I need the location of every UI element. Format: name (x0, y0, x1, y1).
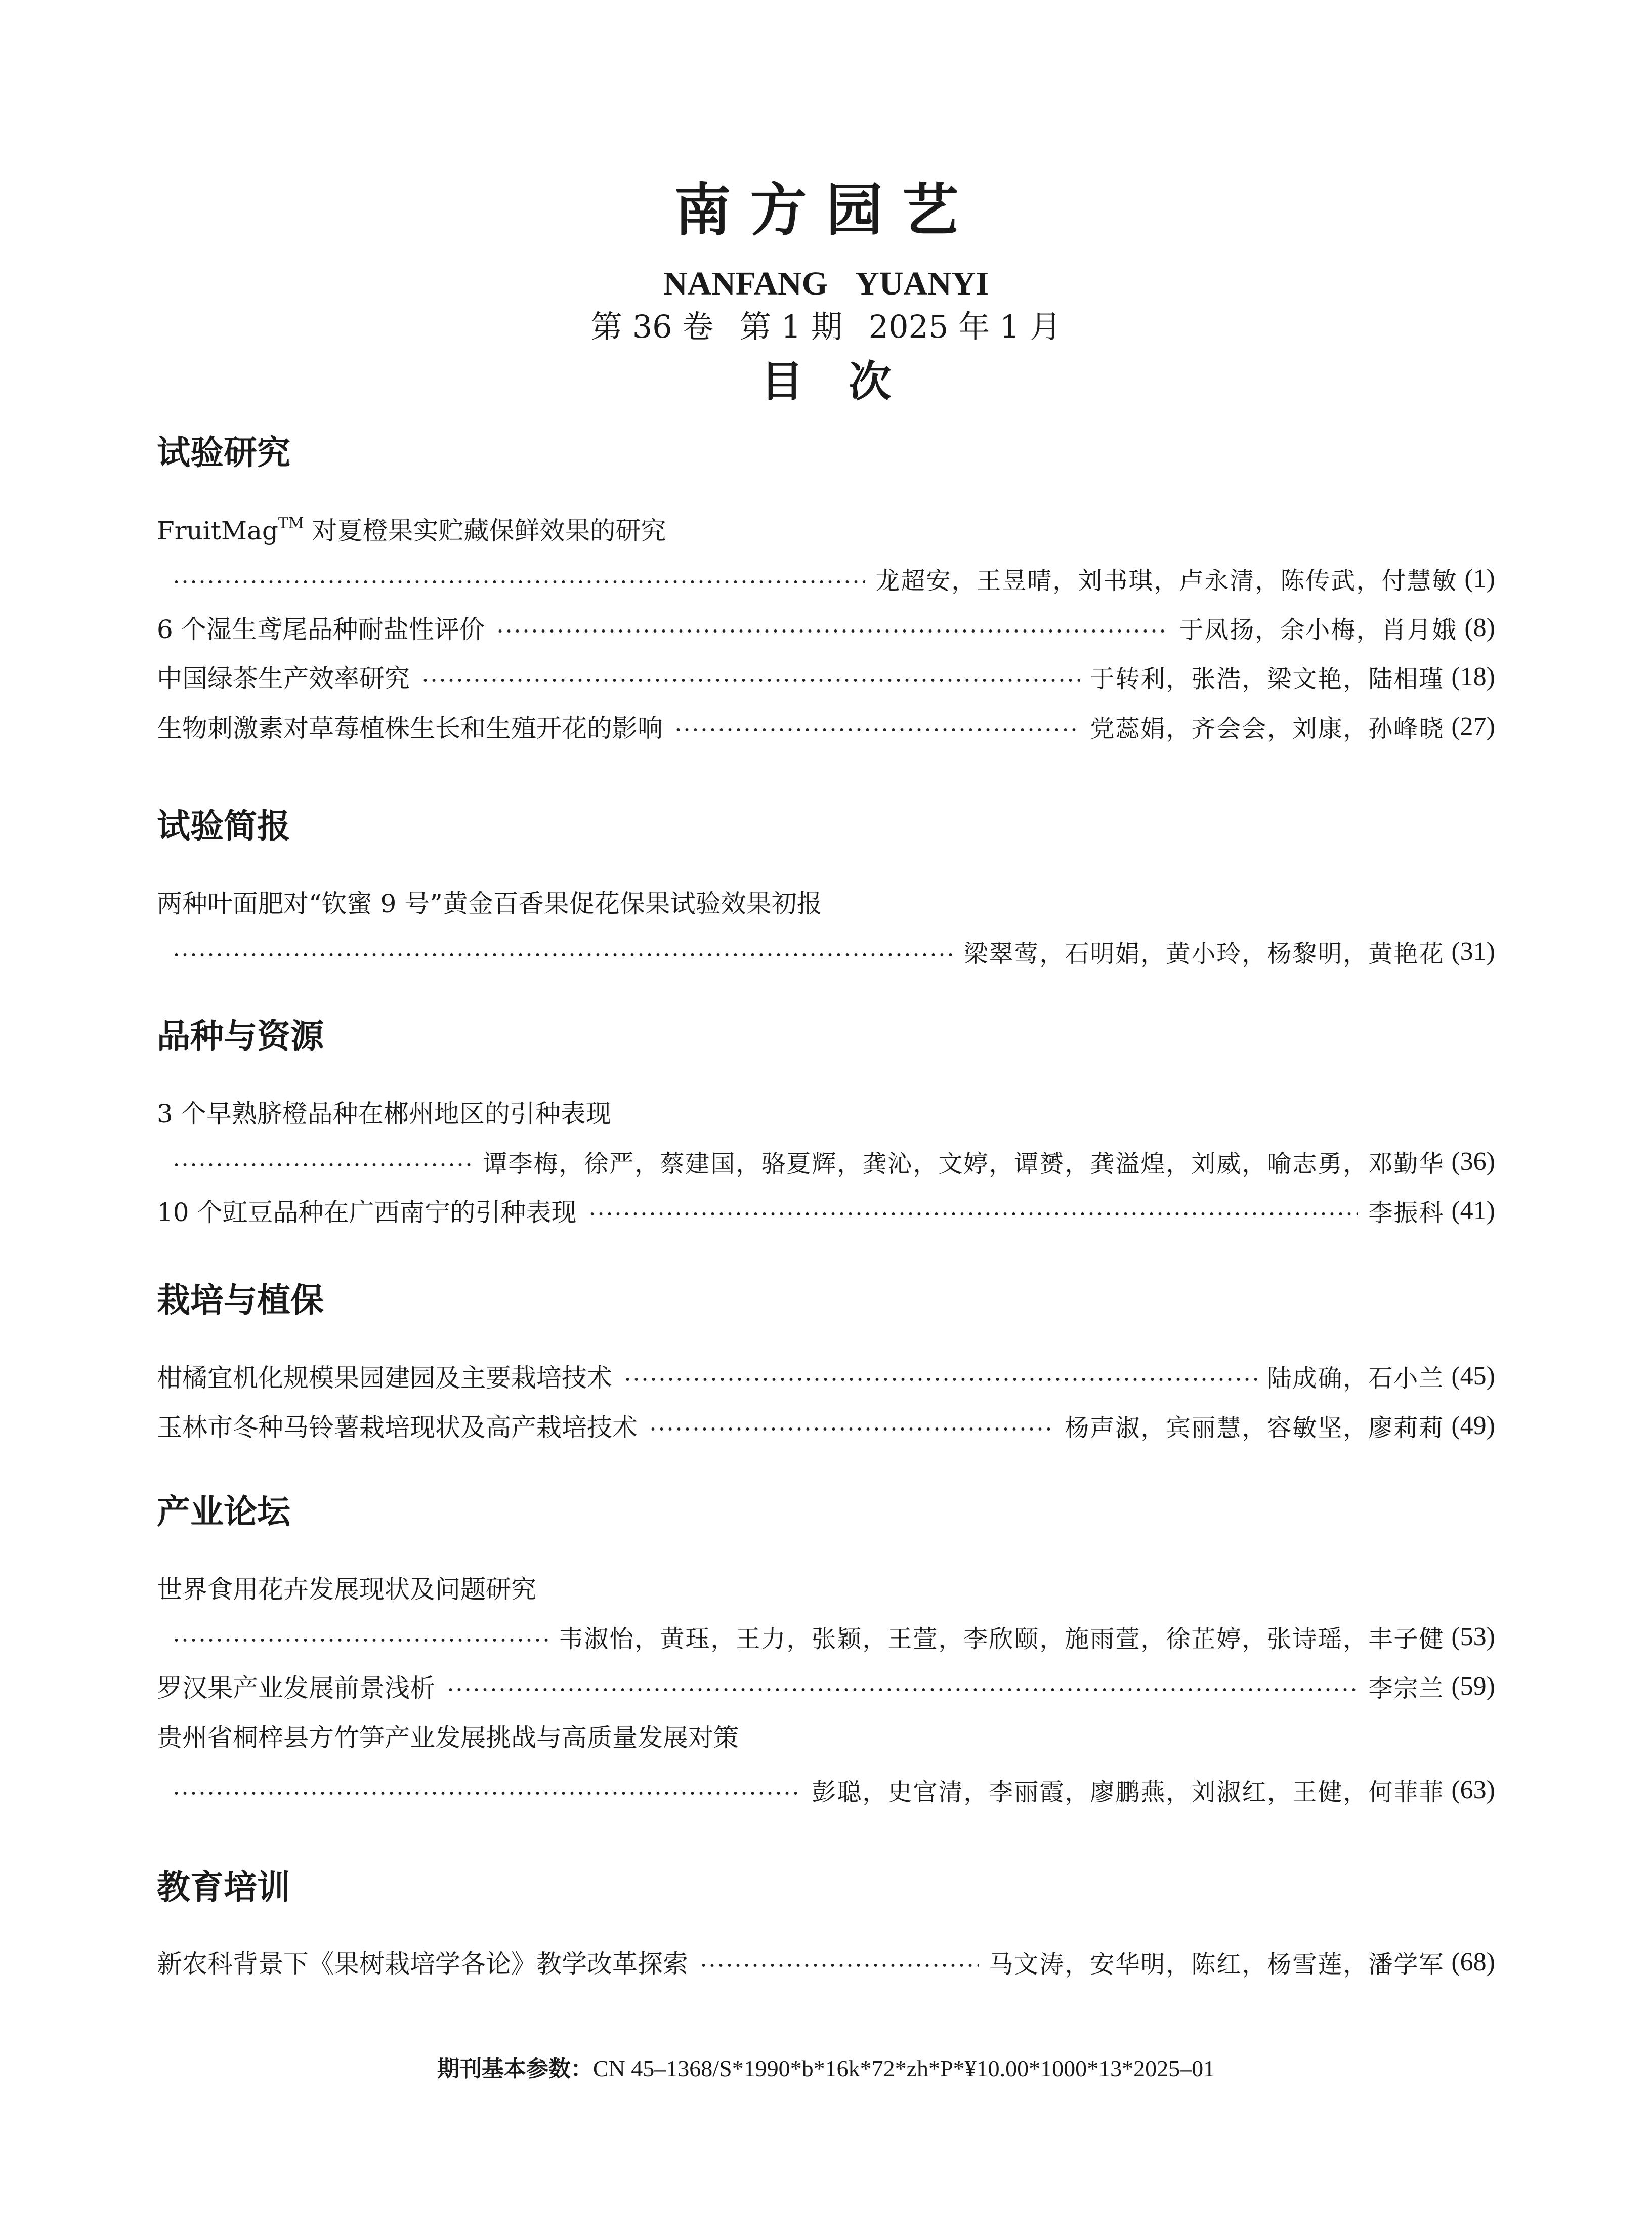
issue-date: 2025 年 1 月 (868, 308, 1061, 345)
article-title: 中国绿茶生产效率研究 (157, 664, 410, 693)
toc-entry-authors[interactable] (157, 1618, 1495, 1655)
article-page: (1) (1464, 564, 1495, 593)
article-authors: 党蕊娟，齐会会，刘康，孙峰晓 (1090, 714, 1445, 743)
article-page: (41) (1451, 1196, 1495, 1225)
article-authors: 韦淑怡，黄珏，王力，张颖，王萱，李欣颐，施雨萱，徐芷婷，张诗瑶，丰子健 (559, 1624, 1445, 1653)
issue-info (0, 308, 1652, 345)
article-page: (53) (1451, 1622, 1495, 1651)
toc-entry[interactable] (157, 1667, 1495, 1705)
section-heading: 品种与资源 (157, 1017, 324, 1056)
article-page: (8) (1464, 613, 1495, 642)
article-authors: 于凤扬，余小梅，肖月娥 (1179, 615, 1458, 644)
article-title: 3 个早熟脐橙品种在郴州地区的引种表现 (157, 1099, 611, 1128)
dot-leader (649, 1427, 1054, 1431)
article-authors: 彭聪，史官清，李丽霞，廖鹏燕，刘淑红，王健，何菲菲 (812, 1778, 1445, 1807)
toc-entry-title[interactable] (157, 883, 1495, 920)
dot-leader (674, 728, 1080, 732)
article-page: (68) (1451, 1947, 1495, 1977)
toc-entry-title[interactable] (157, 1093, 1495, 1130)
article-title: 柑橘宜机化规模果园建园及主要栽培技术 (157, 1363, 612, 1393)
section-heading: 栽培与植保 (157, 1281, 324, 1320)
parameters-value: CN 45–1368/S*1990*b*16k*72*zh*P*¥10.00*1000*13*2025–01 (592, 2055, 1215, 2081)
journal-parameters (0, 2050, 1652, 2083)
toc-entry-title[interactable] (157, 1717, 1495, 1754)
issue-number: 第 1 期 (740, 308, 842, 345)
toc-entry-authors[interactable] (157, 1143, 1495, 1180)
article-authors: 李宗兰 (1368, 1674, 1445, 1703)
article-authors: 李振科 (1368, 1198, 1445, 1227)
toc-entry-authors[interactable] (157, 1771, 1495, 1809)
dot-leader (172, 953, 953, 957)
dot-leader (421, 678, 1080, 682)
dot-leader (446, 1688, 1358, 1692)
article-title: 6 个湿生鸢尾品种耐盐性评价 (157, 615, 485, 644)
journal-title-cn: 南方园艺 (674, 178, 978, 243)
article-title: 贵州省桐梓县方竹笋产业发展挑战与高质量发展对策 (157, 1723, 739, 1752)
dot-leader (172, 1163, 473, 1167)
article-title: 世界食用花卉发展现状及问题研究 (157, 1575, 536, 1604)
dot-leader (172, 580, 865, 584)
section-heading: 试验研究 (157, 433, 290, 472)
article-authors: 陆成确，石小兰 (1267, 1364, 1445, 1393)
article-page: (36) (1451, 1147, 1495, 1176)
toc-entry[interactable] (157, 1407, 1495, 1444)
toc-entry[interactable] (157, 609, 1495, 646)
article-page: (18) (1451, 662, 1495, 691)
toc-entry-title[interactable] (157, 1569, 1495, 1606)
article-page: (45) (1451, 1361, 1495, 1391)
parameters-label: 期刊基本参数： (437, 2056, 593, 2081)
article-authors: 杨声淑，宾丽慧，容敏坚，廖莉莉 (1065, 1413, 1445, 1442)
toc-entry[interactable] (157, 658, 1495, 695)
section-heading: 试验简报 (157, 807, 290, 846)
toc-entry[interactable] (157, 1943, 1495, 1981)
trademark-mark: TM (278, 515, 304, 532)
toc-entry-authors[interactable] (157, 933, 1495, 970)
article-page: (27) (1451, 711, 1495, 741)
article-page: (59) (1451, 1671, 1495, 1701)
dot-leader (588, 1212, 1359, 1216)
toc-entry-authors[interactable] (157, 560, 1495, 597)
article-title: 两种叶面肥对“钦蜜 9 号”黄金百香果促花保果试验效果初报 (157, 889, 822, 918)
volume: 第 36 卷 (591, 308, 714, 345)
dot-leader (172, 1638, 548, 1642)
dot-leader (496, 629, 1169, 633)
section-heading: 产业论坛 (157, 1492, 290, 1531)
article-title: FruitMag (157, 516, 278, 545)
article-page: (63) (1451, 1775, 1495, 1804)
article-title: 生物刺激素对草莓植株生长和生殖开花的影响 (157, 713, 663, 743)
article-authors: 龙超安，王昱晴，刘书琪，卢永清，陈传武，付慧敏 (875, 566, 1458, 595)
section-heading: 教育培训 (157, 1868, 290, 1907)
toc-heading: 目次 (760, 357, 937, 406)
toc-entry-title[interactable] (157, 510, 1495, 548)
toc-entry[interactable] (157, 707, 1495, 745)
article-authors: 谭李梅，徐严，蔡建国，骆夏辉，龚沁，文婷，谭赟，龚溢煌，刘威，喻志勇，邓勤华 (483, 1149, 1445, 1178)
dot-leader (699, 1963, 979, 1967)
article-title-rest: 对夏橙果实贮藏保鲜效果的研究 (304, 516, 666, 545)
article-authors: 梁翠莺，石明娟，黄小玲，杨黎明，黄艳花 (963, 939, 1445, 968)
dot-leader (172, 1791, 801, 1795)
article-title: 玉林市冬种马铃薯栽培现状及高产栽培技术 (157, 1413, 638, 1442)
article-authors: 于转利，张浩，梁文艳，陆相瑾 (1090, 664, 1445, 693)
journal-title-en: NANFANG YUANYI (663, 265, 989, 302)
article-page: (49) (1451, 1411, 1495, 1440)
article-authors: 马文涛，安华明，陈红，杨雪莲，潘学军 (989, 1950, 1445, 1979)
article-title: 罗汉果产业发展前景浅析 (157, 1673, 435, 1703)
toc-entry[interactable] (157, 1192, 1495, 1229)
article-title: 10 个豇豆品种在广西南宁的引种表现 (157, 1198, 577, 1227)
article-title: 新农科背景下《果树栽培学各论》教学改革探索 (157, 1949, 688, 1979)
toc-entry[interactable] (157, 1357, 1495, 1395)
article-page: (31) (1451, 937, 1495, 966)
dot-leader (623, 1377, 1257, 1381)
